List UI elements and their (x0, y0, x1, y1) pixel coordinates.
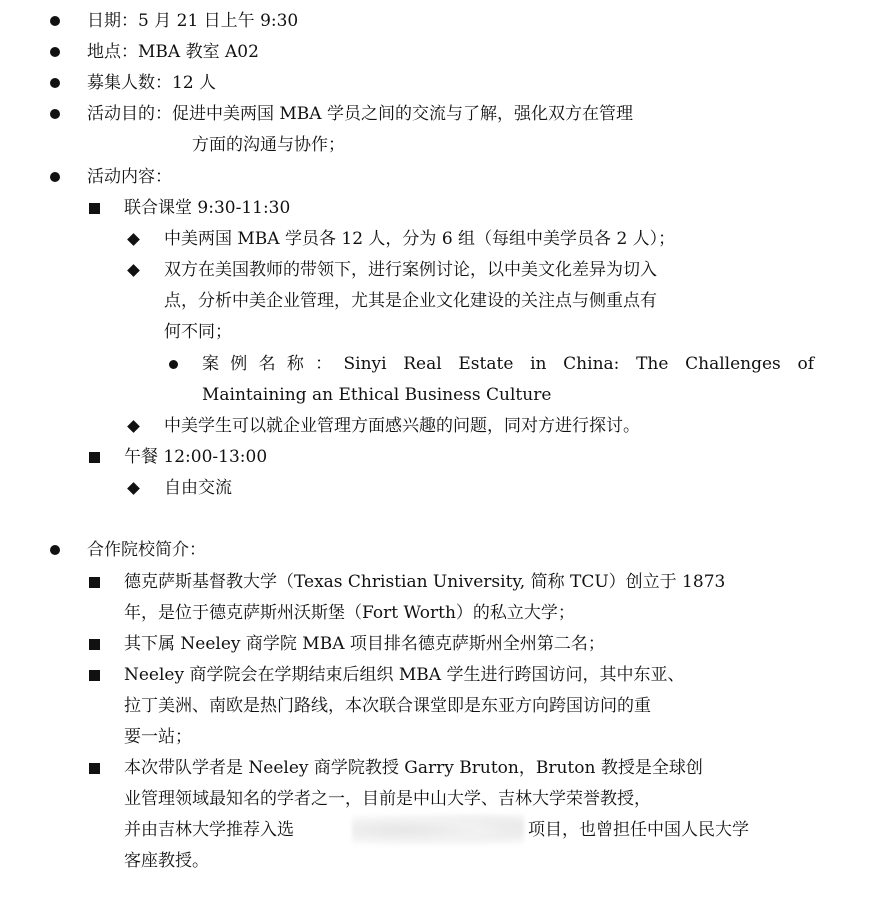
content-heading: 活动内容： (87, 167, 172, 187)
bullet-square (89, 452, 100, 463)
place-line: 地点：MBA 教室 A02 (87, 42, 259, 62)
partner-p1-line-1: 德克萨斯基督教大学（Texas Christian University, 简称 TCU）创立于 1873 (124, 572, 726, 592)
bullet-dot (50, 172, 60, 182)
class-item-2-line-3: 何不同； (164, 322, 232, 342)
partner-p2: 其下属 Neeley 商学院 MBA 项目排名德克萨斯州全州第二名； (124, 634, 605, 654)
partner-p3-line-1: Neeley 商学院会在学期结束后组织 MBA 学生进行跨国访问，其中东亚、 (124, 665, 685, 685)
recruit-line: 募集人数：12 人 (87, 73, 217, 93)
bullet-dot (50, 78, 60, 88)
bullet-dot (50, 545, 60, 555)
partner-p4-line-2: 业管理领域最知名的学者之一，目前是中山大学、吉林大学荣誉教授， (124, 789, 651, 809)
bullet-diamond (127, 233, 140, 246)
partner-p3-line-2: 拉丁美洲、南欧是热门路线，本次联合课堂即是东亚方向跨国访问的重 (124, 696, 651, 716)
partner-p4-line-4: 客座教授。 (124, 851, 209, 871)
partner-heading: 合作院校简介： (87, 540, 206, 560)
bullet-dot (50, 109, 60, 119)
bullet-square (89, 670, 100, 681)
partner-p4-line-3a: 并由吉林大学推荐入选 (124, 820, 294, 840)
bullet-dot (169, 360, 178, 369)
bullet-diamond (127, 420, 140, 433)
class-item-3: 中美学生可以就企业管理方面感兴趣的问题，同对方进行探讨。 (164, 416, 640, 436)
bullet-square (89, 577, 100, 588)
date-line: 日期：5 月 21 日上午 9:30 (87, 11, 299, 31)
partner-p3-line-3: 要一站； (124, 727, 192, 747)
lunch-heading: 午餐 12:00-13:00 (124, 447, 268, 467)
partner-p4-line-3b: 项目，也曾担任中国人民大学 (528, 820, 749, 840)
bullet-diamond (127, 264, 140, 277)
class-item-2-line-2: 点，分析中美企业管理，尤其是企业文化建设的关注点与侧重点有 (164, 291, 657, 311)
purpose-line-1: 活动目的：促进中美两国 MBA 学员之间的交流与了解，强化双方在管理 (87, 104, 633, 124)
redaction-blur (352, 814, 524, 846)
class-item-2-line-1: 双方在美国教师的带领下，进行案例讨论，以中美文化差异为切入 (164, 260, 657, 280)
purpose-line-2: 方面的沟通与协作； (192, 135, 345, 155)
partner-p4-line-1: 本次带队学者是 Neeley 商学院教授 Garry Bruton，Bruton 教授是全球创 (124, 758, 703, 778)
bullet-dot (50, 47, 60, 57)
class-session-heading: 联合课堂 9:30-11:30 (124, 198, 291, 218)
bullet-square (89, 639, 100, 650)
bullet-diamond (127, 482, 140, 495)
bullet-square (89, 203, 100, 214)
partner-p1-line-2: 年，是位于德克萨斯州沃斯堡（Fort Worth）的私立大学； (124, 603, 575, 623)
lunch-item-1: 自由交流 (164, 478, 232, 498)
case-name-line-1: 案例名称：Sinyi Real Estate in China: The Challenges of (202, 354, 814, 374)
case-name-line-2: Maintaining an Ethical Business Culture (202, 385, 552, 405)
class-item-1: 中美两国 MBA 学员各 12 人，分为 6 组（每组中美学员各 2 人）； (164, 229, 676, 249)
bullet-square (89, 763, 100, 774)
bullet-dot (50, 16, 60, 26)
